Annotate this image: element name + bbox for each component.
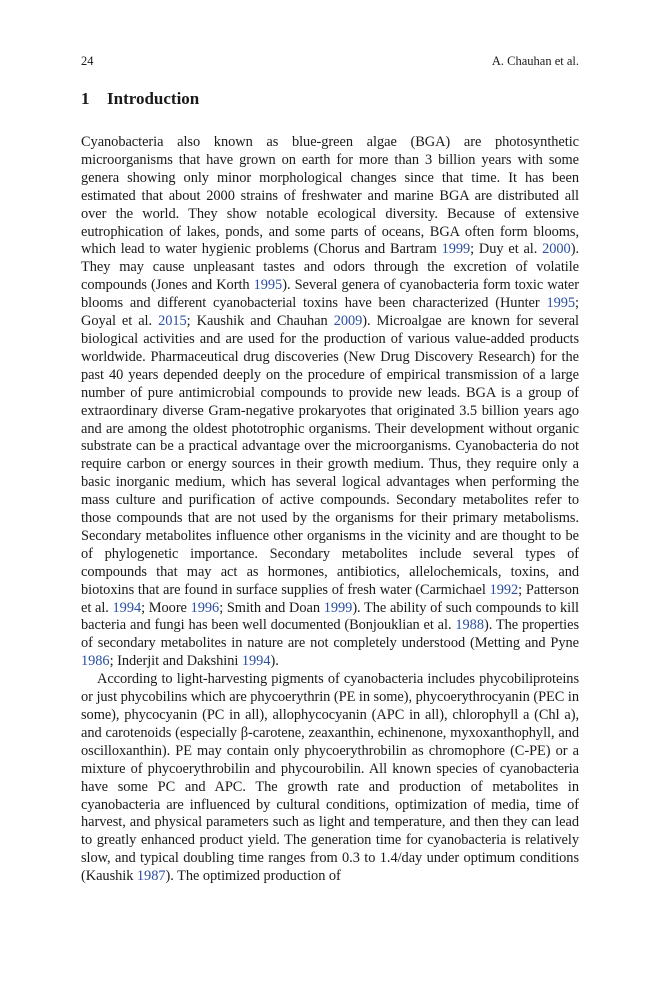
citation-link[interactable]: 1988 (455, 617, 484, 634)
paragraph-text: ; Inderjit and Dakshini (109, 653, 242, 670)
paragraph-text: Cyanobacteria also known as blue-green algae (BGA) are photosynthetic microorganisms that have grown on earth for more than 3 billion years with some genera showing only minor morphological changes since that time. It has been estimated that about 2000 strains of freshwater and marine BGA are distributed all over the world. They show notable ecological diversity. Because of extensive eutrophication of lakes, ponds, and some parts of oceans, BGA often form blooms, which lead to water hygienic problems (Chorus and Bartram (81, 134, 579, 258)
page-number: 24 (81, 54, 94, 68)
paragraph-text: ; Moore (141, 599, 191, 616)
citation-link[interactable]: 1996 (190, 599, 220, 616)
paragraph-text: According to light-harvesting pigments of cyanobacteria includes phycobiliproteins or just phycobilins which are phycoerythrin (PE in some), phycoerythrocyanin (PEC in some), phycocyanin (PC in all), allophycocyanin (APC in all), chlorophyll a (Chl a), and carotenoids (especially β-carotene, zeaxanthin, echinenone, myxoxanthophyll, and oscilloxanthin). PE may contain only phycoerythrobilin as chromophore (C-PE) or a mixture of phycoerythrobilin and phycourobilin. All known species of cyanobacteria have some PC and APC. The growth rate and production of metabolites in cyanobacteria are influenced by cultural conditions, optimization of media, time of harvest, and physical parameters such as light and temperature, and then they can lead to greatly enhanced product yield. The generation time for cyanobacteria is relatively slow, and typical doubling time ranges from 0.3 to 1.4/day under optimum conditions (Kaushik (81, 671, 579, 885)
citation-link[interactable]: 2000 (542, 241, 571, 258)
running-author: A. Chauhan et al. (491, 54, 579, 68)
paragraph-text: ; Duy et al. (470, 241, 543, 258)
paragraph-text: ). (270, 653, 279, 670)
citation-link[interactable]: 1994 (112, 599, 142, 616)
paragraph-text: ; Smith and Doan (219, 599, 324, 616)
section-heading (81, 88, 199, 110)
paragraph-text: ; Goyal et al. (81, 295, 579, 330)
citation-link[interactable]: 2009 (333, 313, 363, 330)
citation-link[interactable]: 1994 (241, 653, 271, 670)
paragraph-text: ). The ability of such compounds to kill bacteria and fungi has been well documented (Bonjouklian et al. (81, 599, 579, 634)
citation-link[interactable]: 1992 (489, 581, 519, 598)
paragraph-text: ; Kaushik and Chauhan (186, 313, 334, 330)
body-paragraph (81, 134, 579, 671)
citation-link[interactable]: 1995 (253, 277, 283, 294)
body-paragraph (81, 671, 579, 886)
citation-link[interactable]: 1987 (136, 868, 166, 885)
citation-link[interactable]: 2015 (158, 313, 187, 330)
paragraph-text: ). The properties of secondary metabolites in nature are not completely understood (Metting and Pyne (81, 617, 580, 652)
paragraph-text: ). Several genera of cyanobacteria form toxic water blooms and different cyanobacterial toxins have been characterized (Hunter (81, 277, 579, 312)
citation-link[interactable]: 1995 (546, 295, 576, 312)
citation-link[interactable]: 1986 (81, 653, 110, 670)
paragraph-text: ). The optimized production of (165, 868, 341, 885)
body-text (81, 134, 579, 886)
citation-link[interactable]: 1999 (323, 599, 353, 616)
running-header (81, 52, 579, 70)
citation-link[interactable]: 1999 (441, 241, 471, 258)
section-title: Introduction (107, 89, 200, 108)
section-number: 1 (81, 89, 90, 108)
paragraph-text: ). They may cause unpleasant tastes and odors through the excretion of volatile compounds (Jones and Korth (81, 241, 579, 294)
paragraph-text: ; Patterson et al. (81, 581, 580, 616)
paragraph-text: ). Microalgae are known for several biological activities and are used for the production of various value-added products worldwide. Pharmaceutical drug discoveries (New Drug Discovery Research) for the past 40 years depended deeply on the procedure of empirical transmission of a large number of pure antimicrobial compounds to provide new leads. BGA is a group of extraordinary diverse Gram-negative prokaryotes that originated 3.5 billion years ago and are among the oldest phototrophic organisms. Their development without organic substrate can be a practical advantage over the microorganisms. Cyanobacteria do not require carbon or energy sources in their growth medium. Thus, they require only a basic inorganic medium, which has several logical advantages when performing the mass culture and purification of active compounds. Secondary metabolites refer to those compounds that are not used by the organisms for their primary metabolisms. Secondary metabolites influence other organisms in the vicinity and are thought to be of phylogenetic importance. Secondary metabolites include several types of compounds that may act as hormones, antibiotics, allelochemicals, toxins, and biotoxins that are found in surface supplies of fresh water (Carmichael (81, 313, 579, 598)
